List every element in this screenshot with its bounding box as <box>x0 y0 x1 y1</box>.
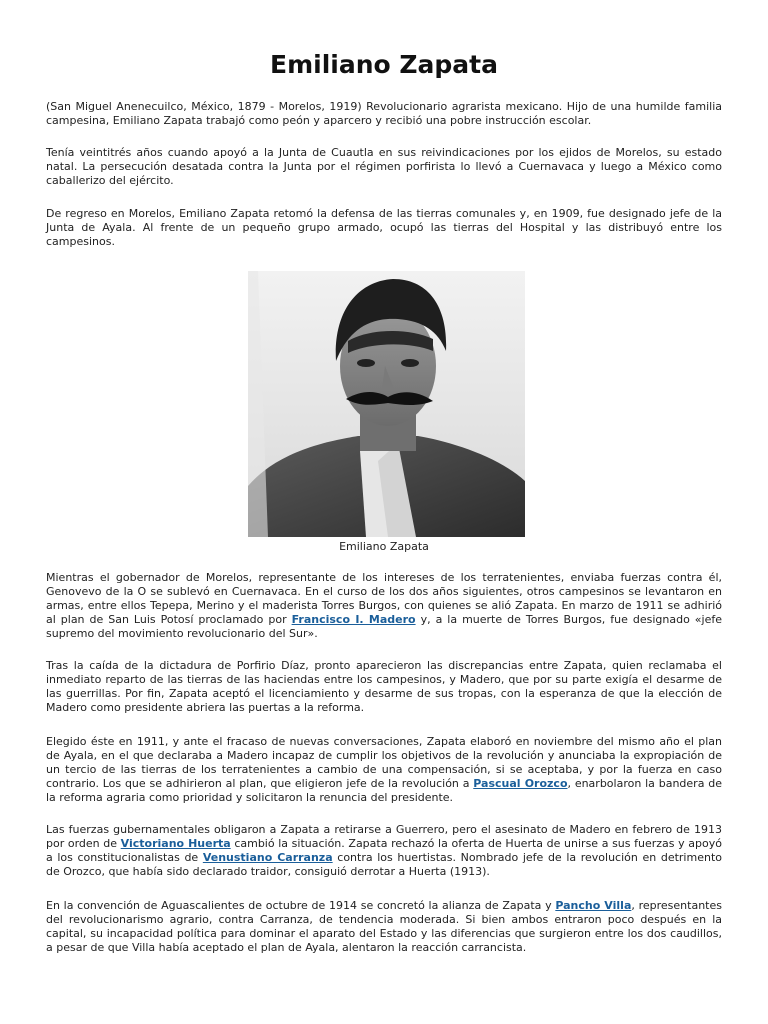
paragraph-4-text-a: Mientras el gobernador de Morelos, representante de los intereses de los terratenientes, enviaba fuerzas contra él, Genovevo de la O se sublevó en Cuernavaca. En el curso de los dos años siguientes, otros campesinos se levantaron en armas, entre ellos Tepepa, Merino y el maderista Torres Burgos, con quienes se alió Zapata. En marzo de 1911 se adhirió al plan de San Luis Potosí proclamado por <box>46 571 722 626</box>
paragraph-6-text-a: Elegido éste en 1911, y ante el fracaso de nuevas conversaciones, Zapata elaboró en noviembre del mismo año el plan de Ayala, en el que declaraba a Madero incapaz de cumplir los objetivos de la revolución y anunciaba la expropiación de un tercio de las tierras de los terratenientes a cambio de una compensación, si se aceptaba, y por la fuerza en caso contrario. Los que se adhirieron al plan, que eligieron jefe de la revolución a <box>46 735 722 790</box>
paragraph-6-text-b: , enarbolaron la bandera de la reforma agraria como prioridad y solicitaron la renuncia del presidente. <box>46 777 722 804</box>
link-pancho-villa[interactable]: Pancho Villa <box>555 899 632 912</box>
paragraph-7-text-c: contra los huertistas. Nombrado jefe de la revolución en detrimento de Orozco, que había sido declarado traidor, consiguió derrotar a Huerta (1913). <box>46 851 722 878</box>
page-title: Emiliano Zapata <box>270 50 498 79</box>
paragraph-3: De regreso en Morelos, Emiliano Zapata retomó la defensa de las tierras comunales y, en 1909, fue designado jefe de la Junta de Ayala. Al frente de un pequeño grupo armado, ocupó las tierras del Hospital y las distribuyó entre los campesinos. <box>46 207 722 248</box>
paragraph-8 <box>46 899 722 955</box>
paragraph-8-text-a: En la convención de Aguascalientes de octubre de 1914 se concretó la alianza de Zapata y <box>46 899 556 912</box>
paragraph-8-text-b: , representantes del revolucionarismo agrario, contra Carranza, de tendencia moderada. Si bien ambos entraron poco después en la capital, su incapacidad política para dominar el aparato del Estado y las diferencias que surgieron entre los dos caudillos, a pesar de que Villa había aceptado el plan de Ayala, alentaron la reacción carrancista. <box>46 899 722 954</box>
link-pascual-orozco[interactable]: Pascual Orozco <box>473 777 568 790</box>
link-venustiano-carranza[interactable]: Venustiano Carranza <box>202 851 333 864</box>
paragraph-5: Tras la caída de la dictadura de Porfirio Díaz, pronto aparecieron las discrepancias entre Zapata, quien reclamaba el inmediato reparto de las tierras de las haciendas entre los campesinos, y Madero, que por su parte exigía el desarme de las guerrillas. Por fin, Zapata aceptó el licenciamiento y desarme de sus tropas, con la esperanza de que la elección de Madero como presidente abriera las puertas a la reforma. <box>46 659 722 714</box>
portrait-photo <box>248 271 525 537</box>
paragraph-1: (San Miguel Anenecuilco, México, 1879 - Morelos, 1919) Revolucionario agrarista mexicano. Hijo de una humilde familia campesina, Emiliano Zapata trabajó como peón y aparcero y recibió una pobre instrucción escolar. <box>46 100 722 127</box>
paragraph-4-text-b: y, a la muerte de Torres Burgos, fue designado «jefe supremo del movimiento revolucionario del Sur». <box>46 613 722 640</box>
paragraph-7-text-b: cambió la situación. Zapata rechazó la oferta de Huerta de unirse a sus fuerzas y apoyó a los constitucionalistas de <box>46 837 722 864</box>
paragraph-6 <box>46 735 722 805</box>
link-francisco-madero[interactable]: Francisco I. Madero <box>291 613 416 626</box>
link-victoriano-huerta[interactable]: Victoriano Huerta <box>120 837 231 850</box>
paragraph-4 <box>46 571 722 641</box>
figure-caption: Emiliano Zapata <box>339 540 429 553</box>
paragraph-7 <box>46 823 722 879</box>
portrait-image <box>248 271 525 537</box>
paragraph-7-text-a: Las fuerzas gubernamentales obligaron a Zapata a retirarse a Guerrero, pero el asesinato de Madero en febrero de 1913 por orden de <box>46 823 722 850</box>
paragraph-2: Tenía veintitrés años cuando apoyó a la Junta de Cuautla en sus reivindicaciones por los ejidos de Morelos, su estado natal. La persecución desatada contra la Junta por el régimen porfirista lo llevó a Cuernavaca y luego a México como caballerizo del ejército. <box>46 146 722 187</box>
